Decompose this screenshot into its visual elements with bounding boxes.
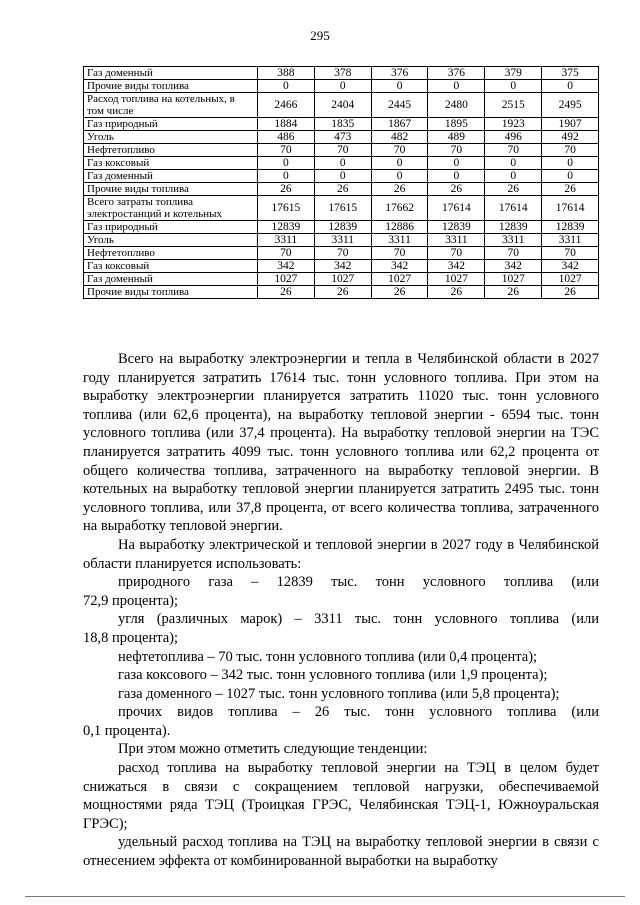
paragraph-total-fuel: Всего на выработку электроэнергии и тепла в Челябинской области в 2027 году планируется затратить 17614 тыс. тонн условного топлива. При этом на выработку электроэнергии планируется затратить 11020 тыс. тонн условного топлива (или 62,6 процента), на выработку тепловой энергии - 6594 тыс. тонн условного топлива (или 37,4 процента). На выработку тепловой энергии на ТЭС планируется затратить 4099 тыс. тонн условного топлива или 62,2 процента от общего количества топлива, затраченного на выработку тепловой энергии. В котельных на выработку тепловой энергии планируется затратить 2495 тыс. тонн условного топлива, или 37,8 процента, от всего количества топлива, затраченного на выработку тепловой энергии.: [83, 351, 599, 535]
table-row: [84, 170, 599, 183]
table-cell: 2445: [371, 93, 428, 118]
table-cell: 12839: [314, 221, 371, 234]
table-cell: 2480: [428, 93, 485, 118]
table-cell: 486: [258, 131, 315, 144]
table-row: [84, 221, 599, 234]
paragraph-trends-intro: При этом можно отметить следующие тенденции:: [118, 741, 428, 758]
table-cell: 12839: [258, 221, 315, 234]
table-cell: 0: [428, 157, 485, 170]
table-cell: 70: [485, 247, 542, 260]
table-cell: 0: [314, 157, 371, 170]
row-label: Прочие виды топлива: [84, 183, 258, 196]
table-cell: 26: [485, 183, 542, 196]
row-label: Уголь: [84, 234, 258, 247]
table-cell: 1027: [371, 273, 428, 286]
table-cell: 26: [428, 183, 485, 196]
table-cell: 17614: [542, 196, 599, 221]
table-cell: 3311: [542, 234, 599, 247]
row-label: Газ доменный: [84, 67, 258, 80]
row-label: Нефтетопливо: [84, 247, 258, 260]
row-label: Газ коксовый: [84, 260, 258, 273]
table-cell: 3311: [314, 234, 371, 247]
table-cell: 342: [314, 260, 371, 273]
table-row: [84, 273, 599, 286]
table-cell: 17662: [371, 196, 428, 221]
row-label: Всего затраты топлива электростанций и котельных: [84, 196, 258, 221]
table-cell: 70: [542, 144, 599, 157]
table-cell: 70: [371, 144, 428, 157]
table-cell: 70: [428, 144, 485, 157]
table-cell: 0: [542, 80, 599, 93]
table-cell: 0: [258, 170, 315, 183]
table-cell: 70: [314, 144, 371, 157]
table-cell: 2515: [485, 93, 542, 118]
table-cell: 26: [428, 286, 485, 299]
list-item-natural-gas: природного газа – 12839 тыс. тонн условного топлива (или: [118, 574, 599, 591]
table-cell: 0: [542, 157, 599, 170]
table-cell: 2466: [258, 93, 315, 118]
row-label: Газ коксовый: [84, 157, 258, 170]
table-cell: 473: [314, 131, 371, 144]
table-cell: 26: [371, 286, 428, 299]
table-cell: 342: [258, 260, 315, 273]
row-label: Газ природный: [84, 118, 258, 131]
table-cell: 26: [258, 286, 315, 299]
row-label: Газ доменный: [84, 170, 258, 183]
list-item-other-fuels-cont: 0,1 процента).: [83, 722, 171, 739]
table-cell: 12839: [542, 221, 599, 234]
table-cell: 1027: [314, 273, 371, 286]
table-cell: 0: [371, 80, 428, 93]
table-row: [84, 144, 599, 157]
table-cell: 1907: [542, 118, 599, 131]
table-cell: 12886: [371, 221, 428, 234]
table-cell: 70: [371, 247, 428, 260]
table-cell: 1027: [428, 273, 485, 286]
table-cell: 26: [485, 286, 542, 299]
list-item-other-fuels: прочих видов топлива – 26 тыс. тонн условного топлива (или: [118, 704, 599, 721]
table-cell: 26: [314, 183, 371, 196]
table-cell: 342: [428, 260, 485, 273]
list-item-coke-gas: газа коксового – 342 тыс. тонн условного топлива (или 1,9 процента);: [118, 667, 548, 684]
table-cell: 26: [542, 183, 599, 196]
list-item-coal: угля (различных марок) – 3311 тыс. тонн условного топлива (или: [118, 611, 599, 628]
table-cell: 0: [428, 80, 485, 93]
table-cell: 0: [485, 170, 542, 183]
table-cell: 0: [258, 80, 315, 93]
table-row: [84, 131, 599, 144]
table-cell: 3311: [371, 234, 428, 247]
fuel-consumption-table: [83, 66, 599, 299]
table-row: [84, 93, 599, 118]
row-label: Прочие виды топлива: [84, 286, 258, 299]
table-cell: 375: [542, 67, 599, 80]
body-text: [83, 350, 599, 871]
table-cell: 388: [258, 67, 315, 80]
table-row: [84, 286, 599, 299]
table-cell: 1884: [258, 118, 315, 131]
table-row: [84, 67, 599, 80]
table-cell: 342: [542, 260, 599, 273]
table-cell: 1027: [542, 273, 599, 286]
table-row: [84, 247, 599, 260]
table-cell: 12839: [485, 221, 542, 234]
row-label: Газ природный: [84, 221, 258, 234]
table-cell: 26: [542, 286, 599, 299]
row-label: Нефтетопливо: [84, 144, 258, 157]
paragraph-trend-specific: удельный расход топлива на ТЭЦ на выработку тепловой энергии в связи с отнесением эффекта от комбинированной выработки на выработку: [83, 834, 599, 870]
table-cell: 0: [428, 170, 485, 183]
table-cell: 0: [542, 170, 599, 183]
table-cell: 0: [485, 157, 542, 170]
table-cell: 342: [485, 260, 542, 273]
table-cell: 1923: [485, 118, 542, 131]
table-cell: 70: [542, 247, 599, 260]
table-row: [84, 260, 599, 273]
table-cell: 70: [314, 247, 371, 260]
table-cell: 0: [314, 170, 371, 183]
table-cell: 70: [428, 247, 485, 260]
list-item-fuel-oil: нефтетоплива – 70 тыс. тонн условного топлива (или 0,4 процента);: [118, 648, 538, 665]
table-row: [84, 196, 599, 221]
table-cell: 17614: [428, 196, 485, 221]
paragraph-trend-heat: расход топлива на выработку тепловой энергии на ТЭЦ в целом будет снижаться в связи с сокращением тепловой нагрузки, обеспечиваемой мощностями ряда ТЭЦ (Троицкая ГРЭС, Челябинская ТЭЦ-1, Южноуральская ГРЭС);: [83, 760, 599, 832]
table-cell: 379: [485, 67, 542, 80]
table-cell: 26: [314, 286, 371, 299]
page-number: 295: [310, 28, 330, 43]
table-cell: 492: [542, 131, 599, 144]
table-cell: 1835: [314, 118, 371, 131]
table-cell: 489: [428, 131, 485, 144]
table-cell: 70: [258, 247, 315, 260]
row-label: Расход топлива на котельных, в том числе: [84, 93, 258, 118]
table-cell: 2495: [542, 93, 599, 118]
table-cell: 26: [258, 183, 315, 196]
row-label: Уголь: [84, 131, 258, 144]
table-cell: 376: [428, 67, 485, 80]
list-item-coal-cont: 18,8 процента);: [83, 629, 179, 646]
table-cell: 0: [485, 80, 542, 93]
list-item-blast-furnace-gas: газа доменного – 1027 тыс. тонн условного топлива (или 5,8 процента);: [118, 685, 560, 702]
table-row: [84, 157, 599, 170]
table-row: [84, 234, 599, 247]
table-cell: 1027: [258, 273, 315, 286]
row-label: Газ доменный: [84, 273, 258, 286]
table-cell: 2404: [314, 93, 371, 118]
table-row: [84, 183, 599, 196]
table-cell: 26: [371, 183, 428, 196]
table-cell: 17615: [258, 196, 315, 221]
table-cell: 17614: [485, 196, 542, 221]
table-cell: 3311: [428, 234, 485, 247]
table-cell: 1867: [371, 118, 428, 131]
list-item-natural-gas-cont: 72,9 процента);: [83, 592, 179, 609]
table-cell: 342: [371, 260, 428, 273]
table-cell: 496: [485, 131, 542, 144]
table-cell: 0: [371, 170, 428, 183]
table-row: [84, 80, 599, 93]
table-cell: 1027: [485, 273, 542, 286]
paragraph-fuel-usage-intro: На выработку электрической и тепловой энергии в 2027 году в Челябинской области планируется использовать:: [83, 536, 599, 572]
table-row: [84, 118, 599, 131]
table-cell: 0: [371, 157, 428, 170]
table-cell: 70: [485, 144, 542, 157]
table-cell: 482: [371, 131, 428, 144]
table-cell: 17615: [314, 196, 371, 221]
table-cell: 70: [258, 144, 315, 157]
table-cell: 0: [314, 80, 371, 93]
table-cell: 378: [314, 67, 371, 80]
table-cell: 0: [258, 157, 315, 170]
table-cell: 12839: [428, 221, 485, 234]
table-cell: 1895: [428, 118, 485, 131]
row-label: Прочие виды топлива: [84, 80, 258, 93]
table-cell: 3311: [258, 234, 315, 247]
table-cell: 3311: [485, 234, 542, 247]
footer-rule: [25, 896, 625, 897]
table-cell: 376: [371, 67, 428, 80]
